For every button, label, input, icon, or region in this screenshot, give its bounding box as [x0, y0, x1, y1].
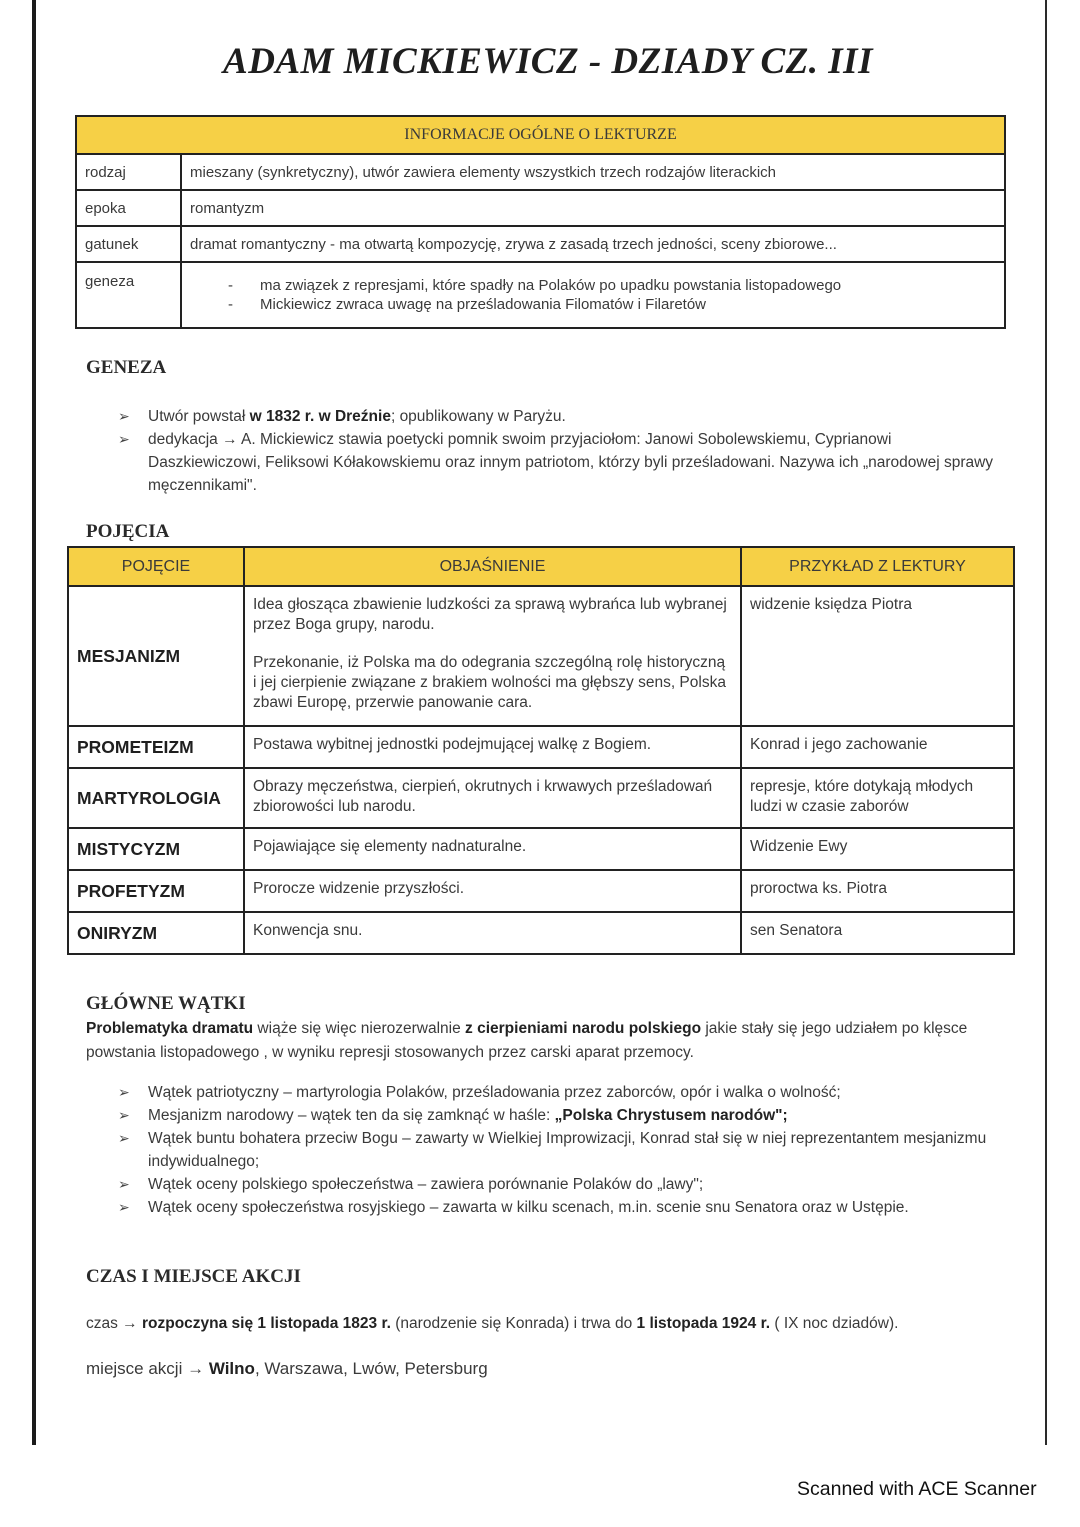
- scanner-watermark: Scanned with ACE Scanner: [797, 1478, 1037, 1500]
- info-table: [75, 115, 1006, 329]
- column-header: PRZYKŁAD Z LEKTURY: [741, 547, 1014, 586]
- example-cell: represje, które dotykają młodych ludzi w czasie zaborów: [741, 768, 1014, 828]
- watki-heading: GŁÓWNE WĄTKI: [86, 993, 246, 1014]
- table-row: [68, 726, 1014, 768]
- row-value: romantyzm: [181, 190, 1005, 226]
- column-header: POJĘCIE: [68, 547, 244, 586]
- watki-list: [118, 1081, 998, 1219]
- table-row: [68, 586, 1014, 726]
- list-item: ➢ dedykacja → A. Mickiewicz stawia poetycki pomnik swoim przyjaciołom: Janowi Sobolewskiemu, Cyprianowi Daszkiewiczowi, Feliksowi Kółakowskiemu oraz innym patriotom, którzy byli prześladowani. Nazywa ich „narodowej sprawy męczennikami".: [118, 428, 998, 497]
- explanation-cell: Obrazy męczeństwa, cierpień, okrutnych i krwawych prześladowań zbiorowości lub narodu.: [244, 768, 741, 828]
- list-item: ➢ Wątek buntu bohatera przeciw Bogu – zawarty w Wielkiej Improwizacji, Konrad stał się w niej reprezentantem mesjanizmu indywidualnego;: [118, 1127, 998, 1173]
- row-value: dramat romantyczny - ma otwartą kompozycję, zrywa z zasadą trzech jedności, sceny zbiorowe...: [181, 226, 1005, 262]
- list-item: ➢ Wątek oceny polskiego społeczeństwa – zawiera porównanie Polaków do „lawy";: [118, 1173, 998, 1196]
- geneza-list: [118, 405, 998, 497]
- list-item: - Mickiewicz zwraca uwagę na prześladowania Filomatów i Filaretów: [228, 295, 996, 314]
- term-cell: MISTYCYZM: [68, 828, 244, 870]
- row-label: rodzaj: [76, 154, 181, 190]
- geneza-list: [190, 276, 996, 314]
- table-row: [68, 828, 1014, 870]
- list-item: ➢ Utwór powstał w 1832 r. w Dreźnie; opublikowany w Paryżu.: [118, 405, 998, 428]
- row-value: mieszany (synkretyczny), utwór zawiera elementy wszystkich trzech rodzajów literackich: [181, 154, 1005, 190]
- table-row: [76, 190, 1005, 226]
- explanation-cell: Konwencja snu.: [244, 912, 741, 954]
- example-cell: sen Senatora: [741, 912, 1014, 954]
- row-label: gatunek: [76, 226, 181, 262]
- czas-line: czas → rozpoczyna się 1 listopada 1823 r. (narodzenie się Konrada) i trwa do 1 listopada 1924 r. ( IX noc dziadów).: [86, 1315, 899, 1332]
- row-label: geneza: [76, 262, 181, 328]
- example-cell: widzenie księdza Piotra: [741, 586, 1014, 726]
- row-value: [181, 262, 1005, 328]
- term-cell: MESJANIZM: [68, 586, 244, 726]
- term-cell: PROFETYZM: [68, 870, 244, 912]
- right-border-line: [1045, 0, 1047, 1445]
- info-table-header: INFORMACJE OGÓLNE O LEKTURZE: [76, 116, 1005, 154]
- term-cell: ONIRYZM: [68, 912, 244, 954]
- table-row: [68, 870, 1014, 912]
- example-cell: proroctwa ks. Piotra: [741, 870, 1014, 912]
- list-item: ➢ Wątek oceny społeczeństwa rosyjskiego – zawarta w kilku scenach, m.in. scenie snu Senatora oraz w Ustępie.: [118, 1196, 998, 1219]
- miejsce-line: miejsce akcji → Wilno, Warszawa, Lwów, Petersburg: [86, 1359, 488, 1378]
- list-item: ➢ Mesjanizm narodowy – wątek ten da się zamknąć w haśle: „Polska Chrystusem narodów";: [118, 1104, 998, 1127]
- term-cell: MARTYROLOGIA: [68, 768, 244, 828]
- geneza-heading: GENEZA: [86, 357, 167, 378]
- explanation-cell: Pojawiające się elementy nadnaturalne.: [244, 828, 741, 870]
- list-item: - ma związek z represjami, które spadły na Polaków po upadku powstania listopadowego: [228, 276, 996, 295]
- example-cell: Konrad i jego zachowanie: [741, 726, 1014, 768]
- table-row: [68, 768, 1014, 828]
- explanation-cell: Prorocze widzenie przyszłości.: [244, 870, 741, 912]
- term-cell: PROMETEIZM: [68, 726, 244, 768]
- explanation-cell: Postawa wybitnej jednostki podejmującej walkę z Bogiem.: [244, 726, 741, 768]
- table-row: [68, 912, 1014, 954]
- table-row: [76, 262, 1005, 328]
- czas-heading: CZAS I MIEJSCE AKCJI: [86, 1266, 301, 1287]
- left-border-line: [32, 0, 36, 1445]
- watki-intro: Problematyka dramatu wiąże się więc nierozerwalnie z cierpieniami narodu polskiego jakie stały się jego udziałem po klęsce powstania listopadowego , w wyniku represji stosowanych przez carski aparat przemocy.: [86, 1020, 968, 1061]
- explanation-cell: Idea głosząca zbawienie ludzkości za sprawą wybrańca lub wybranej przez Boga grupy, narodu. Przekonanie, iż Polska ma do odegrania szczególną rolę historyczną i jej cierpienie związane z brakiem wolności ma głębszy sens, Polska zbawi Europę, przerwie panowanie cara.: [244, 586, 741, 726]
- row-label: epoka: [76, 190, 181, 226]
- table-row: [76, 226, 1005, 262]
- column-header: OBJAŚNIENIE: [244, 547, 741, 586]
- pojecia-heading: POJĘCIA: [86, 521, 170, 542]
- table-row: [76, 154, 1005, 190]
- list-item: ➢ Wątek patriotyczny – martyrologia Polaków, prześladowania przez zaborców, opór i walka o wolność;: [118, 1081, 998, 1104]
- example-cell: Widzenie Ewy: [741, 828, 1014, 870]
- pojecia-table: [67, 546, 1015, 955]
- page-title: ADAM MICKIEWICZ - DZIADY CZ. III: [223, 41, 873, 82]
